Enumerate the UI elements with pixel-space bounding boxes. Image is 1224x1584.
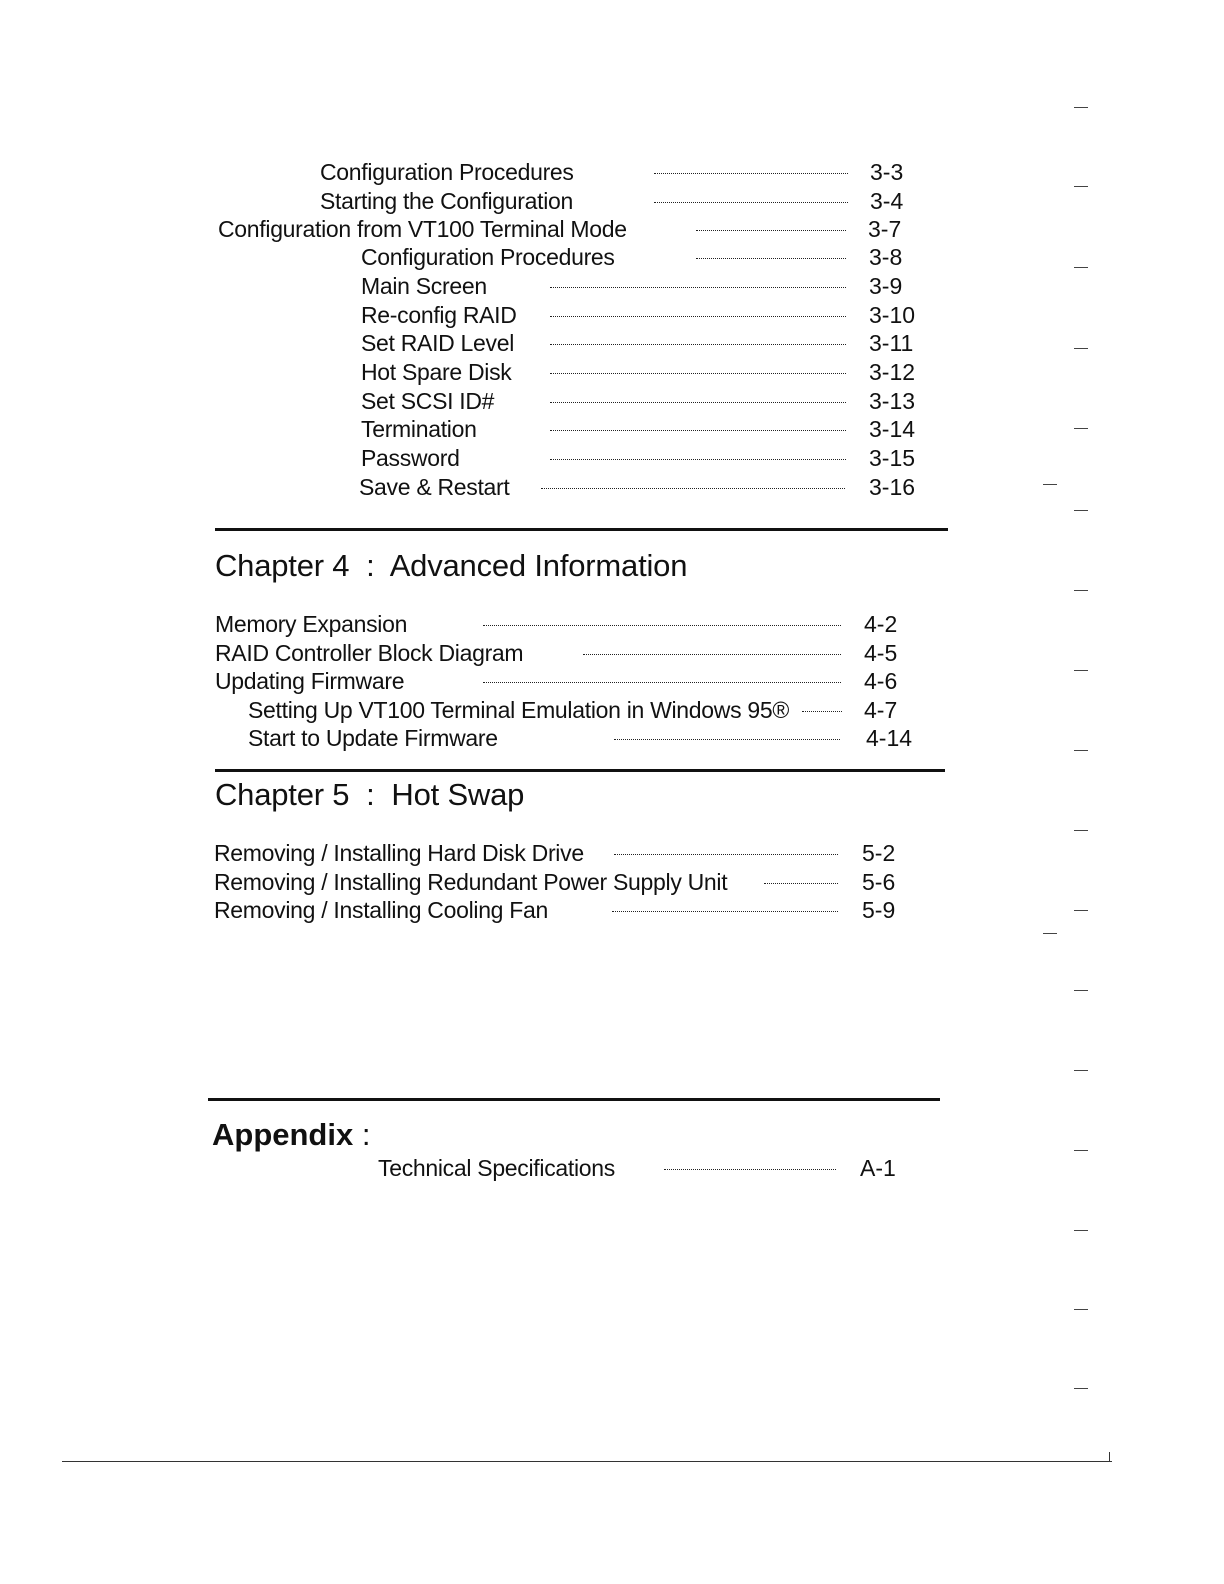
toc-entry-label: Removing / Installing Hard Disk Drive (214, 840, 584, 866)
toc-entry-page: 3-10 (869, 302, 916, 328)
toc-entry (320, 157, 920, 187)
toc-entry-label: Updating Firmware (215, 668, 405, 694)
toc-entry-page: 3-12 (869, 359, 916, 385)
section-divider (208, 1098, 940, 1101)
leader-dots (550, 316, 846, 317)
leader-dots (696, 258, 846, 259)
margin-mark (1074, 910, 1088, 911)
toc-entry-page: 3-7 (868, 216, 902, 242)
toc-entry (361, 328, 921, 358)
margin-mark (1074, 990, 1088, 991)
toc-entry-label: Set SCSI ID# (361, 388, 495, 414)
toc-entry-label: Removing / Installing Cooling Fan (214, 897, 548, 923)
toc-entry-label: Set RAID Level (361, 330, 515, 356)
leader-dots (550, 344, 846, 345)
section-divider (215, 528, 948, 531)
toc-entry (218, 214, 920, 244)
toc-entry-page: 3-3 (870, 159, 904, 185)
toc-entry-page: 3-13 (869, 388, 916, 414)
toc-entry-page: 4-5 (864, 640, 898, 666)
chapter-heading: Chapter 4 : Advanced Information (215, 548, 688, 583)
toc-entry-page: 3-9 (869, 273, 903, 299)
toc-entry (214, 838, 914, 868)
toc-entry-page: 3-11 (869, 330, 914, 356)
toc-entry (359, 472, 921, 502)
chapter-heading: Chapter 5 : Hot Swap (215, 777, 525, 812)
toc-entry-label: Configuration from VT100 Terminal Mode (218, 216, 627, 242)
appendix-colon: : (353, 1117, 371, 1152)
leader-dots (696, 230, 846, 231)
leader-dots (583, 654, 841, 655)
leader-dots (550, 430, 846, 431)
margin-mark (1074, 1309, 1088, 1310)
toc-entry-label: Password (361, 445, 460, 471)
leader-dots (764, 883, 838, 884)
appendix-heading (212, 1117, 370, 1153)
toc-entry-label: Removing / Installing Redundant Power Supply Unit (214, 869, 728, 895)
leader-dots (614, 854, 838, 855)
margin-mark (1074, 510, 1088, 511)
toc-entry (214, 895, 914, 925)
leader-dots (654, 202, 848, 203)
toc-entry-page: 3-14 (869, 416, 916, 442)
leader-dots (550, 287, 846, 288)
toc-entry (361, 414, 921, 444)
toc-entry-label: Termination (361, 416, 477, 442)
toc-entry (361, 443, 921, 473)
leader-dots (614, 739, 840, 740)
leader-dots (483, 625, 841, 626)
toc-entry (361, 271, 921, 301)
leader-dots (654, 173, 848, 174)
toc-entry-page: A-1 (860, 1155, 896, 1181)
toc-entry-page: 5-6 (862, 869, 896, 895)
margin-mark (1043, 484, 1057, 485)
margin-mark (1074, 1388, 1088, 1389)
page-corner-tick (1109, 1452, 1110, 1462)
section-divider (215, 769, 945, 772)
margin-mark (1074, 107, 1088, 108)
toc-entry (215, 666, 915, 696)
toc-entry-page: 4-14 (866, 725, 913, 751)
toc-entry (215, 609, 915, 639)
toc-entry-page: 3-4 (870, 188, 904, 214)
margin-mark (1074, 590, 1088, 591)
page-bottom-rule (62, 1461, 1112, 1462)
leader-dots (802, 711, 842, 712)
margin-mark (1043, 933, 1057, 934)
leader-dots (541, 488, 845, 489)
leader-dots (550, 459, 846, 460)
appendix-title: Appendix (212, 1117, 354, 1152)
toc-entry (361, 242, 921, 272)
toc-entry-page: 3-16 (869, 474, 916, 500)
margin-mark (1074, 1230, 1088, 1231)
leader-dots (483, 682, 841, 683)
toc-entry (378, 1153, 918, 1183)
margin-mark (1074, 186, 1088, 187)
toc-entry (215, 638, 915, 668)
toc-entry-page: 3-15 (869, 445, 916, 471)
toc-entry-page: 4-6 (864, 668, 898, 694)
leader-dots (664, 1169, 836, 1170)
toc-entry (214, 867, 914, 897)
toc-entry-label: Re-config RAID (361, 302, 517, 328)
toc-entry (248, 723, 915, 753)
toc-entry-label: Technical Specifications (378, 1155, 615, 1181)
margin-mark (1074, 267, 1088, 268)
leader-dots (550, 373, 846, 374)
margin-mark (1074, 1150, 1088, 1151)
toc-entry-label: Memory Expansion (215, 611, 408, 637)
toc-entry (361, 386, 921, 416)
toc-entry-label: Configuration Procedures (361, 244, 615, 270)
toc-entry (361, 300, 921, 330)
leader-dots (550, 402, 846, 403)
margin-mark (1074, 750, 1088, 751)
toc-entry-page: 4-2 (864, 611, 898, 637)
toc-entry (320, 186, 920, 216)
toc-entry-label: Start to Update Firmware (248, 725, 498, 751)
margin-mark (1074, 670, 1088, 671)
toc-entry (248, 695, 915, 725)
toc-entry-label: Configuration Procedures (320, 159, 574, 185)
toc-entry-label: Save & Restart (359, 474, 510, 500)
margin-mark (1074, 348, 1088, 349)
margin-mark (1074, 428, 1088, 429)
toc-entry-label: Starting the Configuration (320, 188, 574, 214)
toc-entry-page: 4-7 (864, 697, 898, 723)
toc-entry (361, 357, 921, 387)
toc-entry-page: 3-8 (869, 244, 903, 270)
toc-entry-page: 5-2 (862, 840, 896, 866)
margin-mark (1074, 1070, 1088, 1071)
toc-entry-label: Main Screen (361, 273, 487, 299)
toc-entry-label: Setting Up VT100 Terminal Emulation in Windows 95® (248, 697, 790, 723)
leader-dots (612, 911, 838, 912)
toc-entry-label: RAID Controller Block Diagram (215, 640, 524, 666)
toc-entry-label: Hot Spare Disk (361, 359, 512, 385)
toc-entry-page: 5-9 (862, 897, 896, 923)
margin-mark (1074, 830, 1088, 831)
